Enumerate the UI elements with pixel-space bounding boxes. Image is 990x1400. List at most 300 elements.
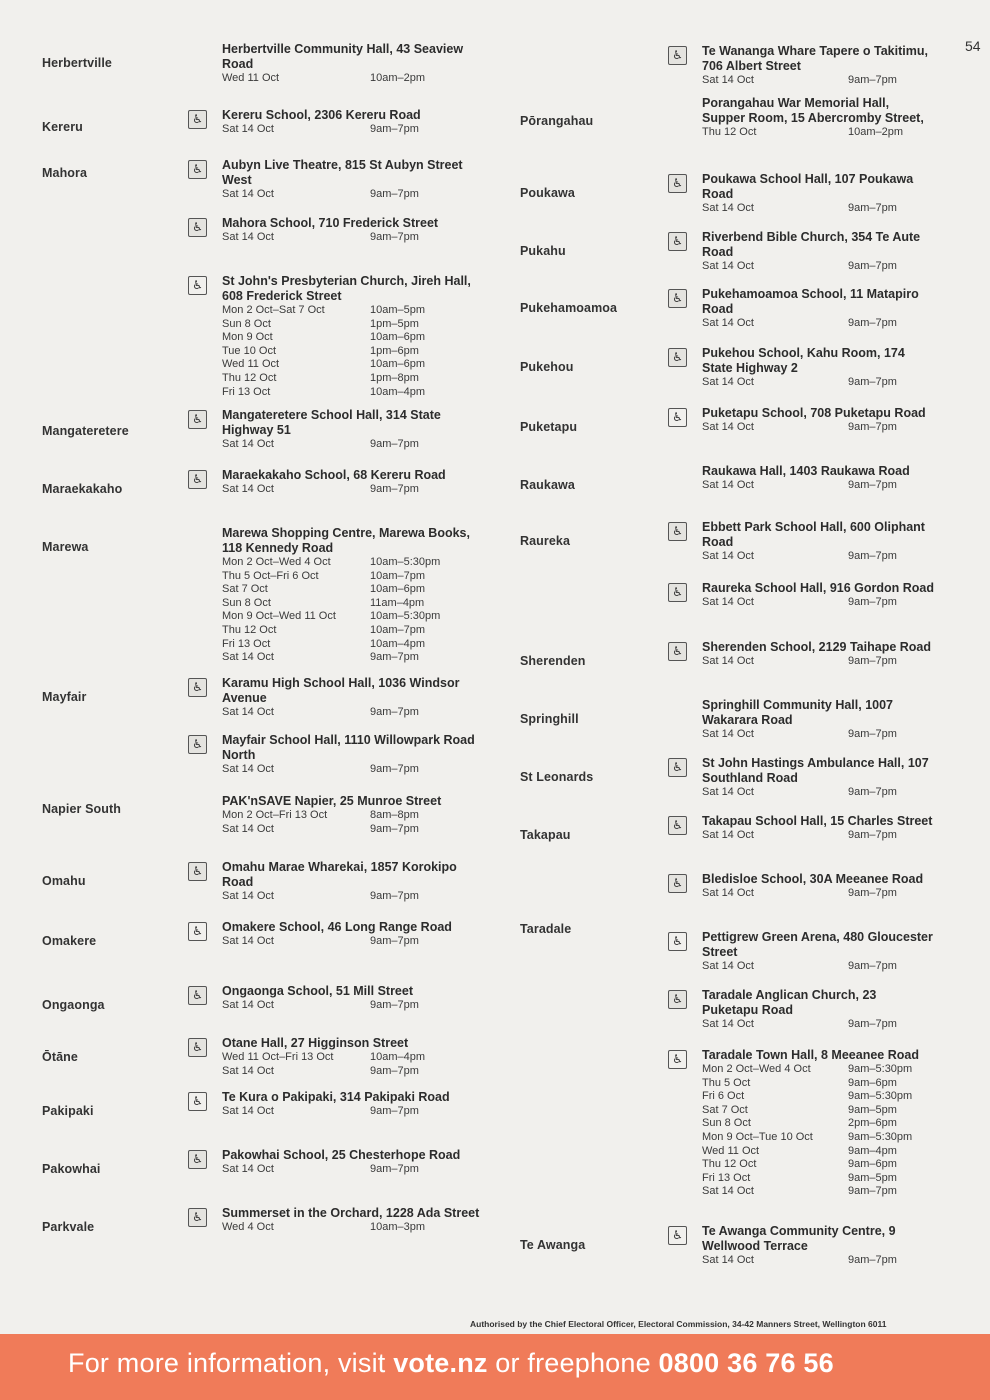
venue-title: Taradale Anglican Church, 23 Puketapu Road: [702, 988, 877, 1017]
authorisation-note: Authorised by the Chief Electoral Officer, Electoral Commission, 34-42 Manners Street, Wellington 6011: [470, 1319, 887, 1329]
time-day: Sat 14 Oct: [702, 74, 754, 86]
time-day: Sun 8 Oct: [702, 1117, 751, 1130]
time-hours: 10am–2pm: [370, 72, 426, 84]
opening-times: [702, 126, 935, 140]
wheelchair-partial-icon: ♿: [668, 174, 687, 193]
time-day: Thu 12 Oct: [222, 371, 277, 384]
wheelchair-partial-icon: ♿: [668, 816, 687, 835]
opening-times: [222, 304, 482, 399]
time-day: Sat 14 Oct: [222, 651, 274, 664]
wheelchair-partial-icon: ♿: [668, 874, 687, 893]
time-row: [222, 372, 482, 386]
time-hours: 9am–5pm: [848, 1103, 897, 1116]
time-day: Sat 7 Oct: [222, 583, 268, 596]
time-hours: 10am–4pm: [370, 1051, 426, 1063]
voting-venue: [672, 988, 935, 1032]
voting-venue: [222, 526, 482, 665]
time-hours: 8am–8pm: [370, 809, 419, 821]
time-day: Mon 2 Oct–Fri 13 Oct: [222, 809, 328, 821]
time-hours: 9am–7pm: [848, 887, 897, 899]
voting-venue: [672, 44, 935, 88]
time-row: [222, 999, 482, 1013]
time-row: [222, 231, 482, 245]
opening-times: [222, 763, 482, 777]
voting-venue: [192, 274, 482, 399]
time-row: [702, 550, 935, 564]
time-row: [222, 318, 482, 332]
time-row: [702, 960, 935, 974]
voting-venue: [672, 814, 935, 843]
wheelchair-partial-icon: ♿: [188, 986, 207, 1005]
voting-venue: [672, 230, 935, 274]
time-row: [702, 74, 935, 88]
opening-times: [222, 935, 482, 949]
time-row: [702, 1063, 935, 1077]
time-hours: 9am–7pm: [848, 479, 897, 491]
time-row: [702, 202, 935, 216]
voting-venue: [192, 468, 482, 497]
time-day: Sat 14 Oct: [702, 479, 754, 491]
time-day: Fri 13 Oct: [222, 385, 271, 398]
time-row: [222, 706, 482, 720]
venue-title: Bledisloe School, 30A Meeanee Road: [702, 872, 924, 886]
time-hours: 9am–7pm: [370, 890, 419, 902]
time-hours: 9am–7pm: [370, 822, 419, 835]
voting-venue: [672, 1224, 935, 1268]
time-day: Wed 11 Oct: [222, 358, 280, 371]
time-hours: 9am–7pm: [848, 260, 897, 272]
time-hours: 9am–7pm: [848, 829, 897, 841]
voting-venue: [672, 930, 935, 974]
time-day: Mon 2 Oct–Wed 4 Oct: [222, 556, 331, 568]
time-day: Sat 14 Oct: [702, 887, 754, 899]
venue-title: Raureka School Hall, 916 Gordon Road: [702, 581, 935, 595]
location-name: Pakipaki: [42, 1104, 94, 1118]
location-name: Napier South: [42, 802, 121, 816]
venue-title: PAK'nSAVE Napier, 25 Munroe Street: [222, 794, 442, 808]
wheelchair-partial-icon: ♿: [188, 1038, 207, 1057]
location-name: Raukawa: [520, 478, 575, 492]
voting-venue: [192, 1090, 482, 1119]
voting-venue: [672, 581, 935, 610]
location-name: Pakowhai: [42, 1162, 101, 1176]
wheelchair-partial-icon: ♿: [668, 583, 687, 602]
opening-times: [222, 890, 482, 904]
time-day: Sat 14 Oct: [222, 999, 274, 1011]
time-row: [222, 304, 482, 318]
time-day: Sat 14 Oct: [222, 822, 274, 835]
location-name: Marewa: [42, 540, 89, 554]
time-row: [702, 887, 935, 901]
time-hours: 9am–7pm: [370, 706, 419, 718]
opening-times: [702, 1063, 935, 1199]
time-day: Sat 14 Oct: [222, 706, 274, 718]
banner-prefix: For more information, visit: [68, 1348, 394, 1378]
time-day: Wed 11 Oct: [702, 1144, 760, 1157]
time-day: Sat 14 Oct: [702, 1254, 754, 1266]
time-row: [702, 1145, 935, 1159]
voting-venue: [192, 158, 482, 202]
time-hours: 9am–7pm: [848, 317, 897, 329]
voting-venue: [192, 1148, 482, 1177]
time-row: [222, 823, 482, 837]
time-day: Fri 6 Oct: [702, 1090, 745, 1103]
location-name: Mangateretere: [42, 424, 129, 438]
time-day: Sat 14 Oct: [702, 655, 754, 667]
time-hours: 9am–7pm: [370, 1064, 419, 1077]
time-hours: 9am–4pm: [848, 1144, 897, 1157]
location-name: Sherenden: [520, 654, 586, 668]
location-name: Pukehou: [520, 360, 574, 374]
location-name: Mayfair: [42, 690, 87, 704]
time-hours: 9am–7pm: [370, 483, 419, 495]
time-hours: 9am–7pm: [848, 728, 897, 740]
time-row: [222, 1051, 482, 1065]
time-day: Sun 8 Oct: [222, 317, 271, 330]
voting-venue: [222, 794, 482, 836]
time-row: [222, 72, 482, 86]
opening-times: [222, 1051, 482, 1078]
time-hours: 9am–7pm: [848, 376, 897, 388]
opening-times: [222, 1105, 482, 1119]
time-day: Sat 14 Oct: [702, 260, 754, 272]
time-row: [222, 809, 482, 823]
time-day: Thu 5 Oct–Fri 6 Oct: [222, 569, 319, 582]
time-day: Sat 14 Oct: [702, 960, 754, 972]
time-hours: 2pm–6pm: [848, 1117, 897, 1130]
time-day: Thu 12 Oct: [222, 623, 277, 636]
opening-times: [702, 1018, 935, 1032]
time-hours: 9am–7pm: [848, 960, 897, 972]
time-day: Sat 14 Oct: [702, 596, 754, 608]
opening-times: [222, 72, 482, 86]
time-day: Mon 2 Oct–Wed 4 Oct: [702, 1063, 811, 1075]
opening-times: [222, 999, 482, 1013]
time-row: [702, 1077, 935, 1091]
time-day: Wed 11 Oct–Fri 13 Oct: [222, 1051, 334, 1063]
time-day: Sat 14 Oct: [702, 786, 754, 798]
time-row: [222, 890, 482, 904]
opening-times: [222, 188, 482, 202]
voting-venue: [702, 698, 935, 742]
time-day: Sat 14 Oct: [702, 1185, 754, 1198]
time-row: [702, 1104, 935, 1118]
voting-venue: [192, 733, 482, 777]
time-hours: 9am–7pm: [848, 1018, 897, 1030]
time-hours: 10am–4pm: [370, 385, 426, 398]
time-day: Sat 14 Oct: [222, 935, 274, 947]
time-hours: 9am–6pm: [848, 1076, 897, 1089]
time-row: [702, 421, 935, 435]
opening-times: [702, 550, 935, 564]
time-day: Mon 2 Oct–Sat 7 Oct: [222, 304, 325, 316]
time-day: Sat 14 Oct: [222, 483, 274, 495]
opening-times: [222, 231, 482, 245]
time-hours: 10am–7pm: [370, 623, 426, 636]
time-row: [702, 1117, 935, 1131]
wheelchair-partial-icon: ♿: [188, 160, 207, 179]
opening-times: [702, 376, 935, 390]
time-hours: 10am–6pm: [370, 331, 426, 344]
voting-venue: [672, 1048, 935, 1199]
time-row: [702, 786, 935, 800]
wheelchair-partial-icon: ♿: [668, 642, 687, 661]
wheelchair-full-icon: ♿: [668, 932, 687, 951]
opening-times: [702, 1254, 935, 1268]
time-day: Sat 14 Oct: [702, 202, 754, 214]
time-row: [702, 1254, 935, 1268]
venue-title: Mayfair School Hall, 1110 Willowpark Road North: [222, 733, 475, 762]
venue-title: Pettigrew Green Arena, 480 Gloucester Street: [702, 930, 933, 959]
time-day: Sat 14 Oct: [222, 890, 274, 902]
voting-venue: [192, 984, 482, 1013]
time-row: [222, 610, 482, 624]
time-day: Mon 9 Oct–Tue 10 Oct: [702, 1130, 813, 1143]
location-name: Pukahu: [520, 244, 566, 258]
time-day: Sat 14 Oct: [222, 1064, 274, 1077]
wheelchair-partial-icon: ♿: [668, 46, 687, 65]
opening-times: [702, 74, 935, 88]
wheelchair-partial-icon: ♿: [188, 1150, 207, 1169]
voting-venue: [192, 1206, 482, 1235]
venue-title: Te Kura o Pakipaki, 314 Pakipaki Road: [222, 1090, 450, 1104]
voting-venue: [672, 872, 935, 901]
time-row: [702, 596, 935, 610]
time-hours: 10am–5:30pm: [370, 610, 441, 623]
venue-title: Ebbett Park School Hall, 600 Oliphant Road: [702, 520, 925, 549]
time-hours: 9am–7pm: [848, 74, 897, 86]
location-name: Raureka: [520, 534, 571, 548]
time-day: Sat 14 Oct: [222, 188, 274, 200]
opening-times: [702, 655, 935, 669]
time-row: [222, 483, 482, 497]
venue-title: Springhill Community Hall, 1007 Wakarara Road: [702, 698, 894, 727]
time-day: Sat 14 Oct: [222, 231, 274, 243]
opening-times: [222, 123, 482, 137]
time-row: [222, 438, 482, 452]
time-day: Mon 9 Oct–Wed 11 Oct: [222, 610, 336, 623]
time-hours: 9am–5pm: [848, 1171, 897, 1184]
time-row: [222, 1105, 482, 1119]
time-row: [222, 1221, 482, 1235]
voting-venue: [192, 408, 482, 452]
voting-venue: [672, 346, 935, 390]
time-row: [702, 260, 935, 274]
voting-venue: [672, 172, 935, 216]
voting-venue: [192, 108, 482, 137]
opening-times: [702, 786, 935, 800]
location-name: Herbertville: [42, 56, 112, 70]
location-name: Te Awanga: [520, 1238, 586, 1252]
time-row: [702, 1131, 935, 1145]
time-hours: 9am–7pm: [370, 188, 419, 200]
wheelchair-partial-icon: ♿: [188, 678, 207, 697]
time-row: [222, 1163, 482, 1177]
location-name: Omahu: [42, 874, 86, 888]
venue-title: Puketapu School, 708 Puketapu Road: [702, 406, 926, 420]
time-hours: 9am–7pm: [370, 438, 419, 450]
time-day: Sat 14 Oct: [222, 763, 274, 775]
venue-title: Pukehou School, Kahu Room, 174 State Highway 2: [702, 346, 905, 375]
venue-title: Pakowhai School, 25 Chesterhope Road: [222, 1148, 461, 1162]
time-row: [222, 651, 482, 665]
banner-site-link[interactable]: vote.nz: [393, 1348, 488, 1378]
opening-times: [702, 596, 935, 610]
time-hours: 9am–7pm: [848, 421, 897, 433]
location-name: Ōtāne: [42, 1050, 78, 1064]
time-hours: 9am–7pm: [848, 655, 897, 667]
time-row: [702, 1090, 935, 1104]
time-hours: 9am–7pm: [848, 786, 897, 798]
wheelchair-partial-icon: ♿: [668, 990, 687, 1009]
page-number: 54: [965, 38, 981, 54]
venue-title: Omakere School, 46 Long Range Road: [222, 920, 452, 934]
wheelchair-partial-icon: ♿: [188, 862, 207, 881]
venue-title: Ongaonga School, 51 Mill Street: [222, 984, 414, 998]
voting-venue: [702, 464, 935, 493]
opening-times: [222, 1163, 482, 1177]
opening-times: [702, 887, 935, 901]
time-day: Sat 14 Oct: [222, 123, 274, 135]
location-name: Pōrangahau: [520, 114, 594, 128]
venue-title: Sherenden School, 2129 Taihape Road: [702, 640, 931, 654]
venue-title: Summerset in the Orchard, 1228 Ada Street: [222, 1206, 480, 1220]
time-hours: 1pm–5pm: [370, 317, 419, 330]
time-row: [702, 1185, 935, 1199]
time-day: Wed 11 Oct: [222, 72, 280, 84]
wheelchair-partial-icon: ♿: [188, 1208, 207, 1227]
time-hours: 9am–7pm: [370, 231, 419, 243]
time-hours: 9am–7pm: [370, 1105, 419, 1117]
wheelchair-full-icon: ♿: [188, 922, 207, 941]
time-row: [702, 126, 935, 140]
venue-title: St John Hastings Ambulance Hall, 107 Southland Road: [702, 756, 929, 785]
time-day: Tue 10 Oct: [222, 344, 277, 357]
time-hours: 9am–7pm: [370, 935, 419, 947]
time-hours: 10am–4pm: [370, 637, 426, 650]
time-row: [702, 1172, 935, 1186]
wheelchair-full-icon: ♿: [668, 1226, 687, 1245]
time-hours: 9am–7pm: [370, 763, 419, 775]
time-row: [702, 829, 935, 843]
wheelchair-full-icon: ♿: [188, 276, 207, 295]
opening-times: [222, 706, 482, 720]
opening-times: [702, 202, 935, 216]
time-day: Thu 12 Oct: [702, 1158, 757, 1171]
opening-times: [222, 438, 482, 452]
venue-title: Takapau School Hall, 15 Charles Street: [702, 814, 933, 828]
wheelchair-partial-icon: ♿: [188, 470, 207, 489]
time-row: [702, 317, 935, 331]
time-row: [702, 655, 935, 669]
voting-venue: [672, 287, 935, 331]
location-name: Taradale: [520, 922, 572, 936]
time-day: Sun 8 Oct: [222, 596, 271, 609]
time-hours: 9am–7pm: [370, 123, 419, 135]
venue-title: Raukawa Hall, 1403 Raukawa Road: [702, 464, 910, 478]
time-row: [222, 386, 482, 400]
time-day: Mon 9 Oct: [222, 331, 273, 344]
time-row: [222, 570, 482, 584]
time-hours: 9am–7pm: [848, 1185, 897, 1198]
time-row: [222, 556, 482, 570]
time-row: [222, 358, 482, 372]
time-day: Sat 14 Oct: [702, 728, 754, 740]
opening-times: [222, 809, 482, 836]
banner-phone[interactable]: 0800 36 76 56: [658, 1348, 834, 1378]
time-day: Fri 13 Oct: [222, 637, 271, 650]
time-hours: 9am–7pm: [370, 1163, 419, 1175]
wheelchair-partial-icon: ♿: [188, 218, 207, 237]
wheelchair-partial-icon: ♿: [668, 289, 687, 308]
time-day: Sat 14 Oct: [702, 376, 754, 388]
venue-title: Karamu High School Hall, 1036 Windsor Avenue: [222, 676, 460, 705]
location-name: Ongaonga: [42, 998, 105, 1012]
opening-times: [702, 479, 935, 493]
location-name: Puketapu: [520, 420, 578, 434]
voting-venue: [672, 520, 935, 564]
time-row: [702, 376, 935, 390]
venue-title: Mangateretere School Hall, 314 State Highway 51: [222, 408, 441, 437]
voting-venue: [192, 860, 482, 904]
wheelchair-partial-icon: ♿: [668, 522, 687, 541]
time-hours: 10am–3pm: [370, 1221, 426, 1233]
time-day: Thu 12 Oct: [702, 126, 757, 138]
info-banner: [0, 1334, 990, 1400]
wheelchair-full-icon: ♿: [668, 1050, 687, 1069]
time-row: [702, 1018, 935, 1032]
time-hours: 10am–6pm: [370, 583, 426, 596]
time-day: Thu 5 Oct: [702, 1076, 751, 1089]
time-row: [222, 597, 482, 611]
voting-venue: [672, 756, 935, 800]
venue-title: Te Awanga Community Centre, 9 Wellwood Terrace: [702, 1224, 896, 1253]
time-day: Wed 4 Oct: [222, 1221, 274, 1233]
voting-venue: [192, 1036, 482, 1078]
opening-times: [702, 421, 935, 435]
location-name: Kereru: [42, 120, 83, 134]
time-row: [222, 935, 482, 949]
wheelchair-partial-icon: ♿: [668, 232, 687, 251]
opening-times: [702, 317, 935, 331]
venue-title: Mahora School, 710 Frederick Street: [222, 216, 439, 230]
voting-venue: [192, 216, 482, 245]
venue-title: Pukehamoamoa School, 11 Matapiro Road: [702, 287, 919, 316]
voting-venue: [672, 640, 935, 669]
opening-times: [702, 728, 935, 742]
wheelchair-partial-icon: ♿: [188, 735, 207, 754]
time-day: Sat 14 Oct: [702, 1018, 754, 1030]
venue-title: Kereru School, 2306 Kereru Road: [222, 108, 421, 122]
wheelchair-full-icon: ♿: [188, 1092, 207, 1111]
time-row: [702, 728, 935, 742]
time-day: Sat 14 Oct: [702, 550, 754, 562]
opening-times: [702, 829, 935, 843]
time-day: Sat 14 Oct: [222, 1105, 274, 1117]
time-row: [222, 624, 482, 638]
time-hours: 9am–7pm: [848, 1254, 897, 1266]
time-hours: 9am–7pm: [370, 651, 419, 664]
location-name: Springhill: [520, 712, 579, 726]
opening-times: [702, 260, 935, 274]
location-name: Parkvale: [42, 1220, 95, 1234]
time-hours: 9am–7pm: [848, 202, 897, 214]
location-name: Maraekakaho: [42, 482, 123, 496]
time-row: [222, 583, 482, 597]
wheelchair-full-icon: ♿: [668, 408, 687, 427]
time-hours: 10am–6pm: [370, 358, 426, 371]
voting-venue: [672, 406, 935, 435]
